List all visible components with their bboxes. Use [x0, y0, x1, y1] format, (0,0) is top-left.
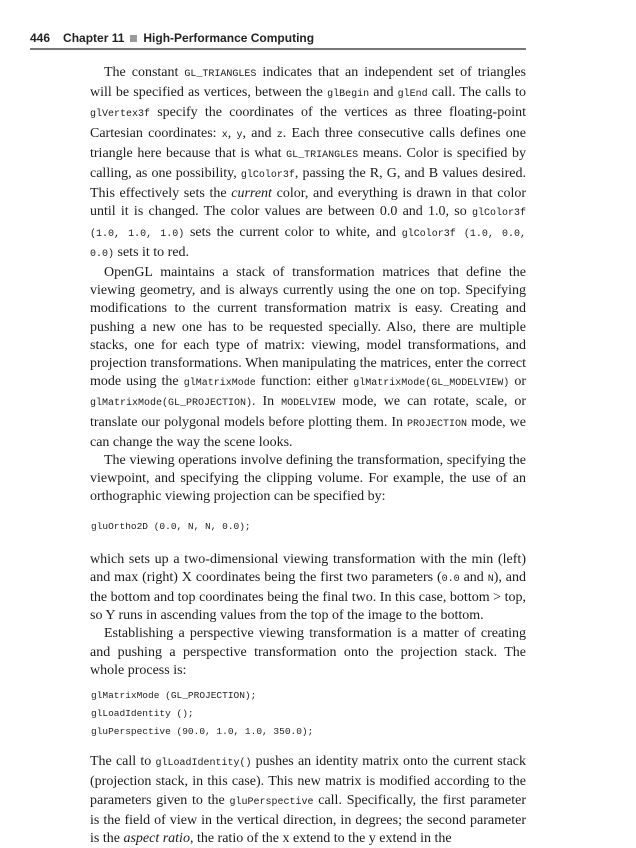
- code-line: gluOrtho2D (0.0, N, N, 0.0);: [91, 520, 251, 532]
- inline-code: PROJECTION: [407, 418, 468, 430]
- inline-code: gluPerspective: [229, 796, 314, 808]
- code-line: glMatrixMode (GL_PROJECTION);: [91, 690, 257, 702]
- body-text: [90, 64, 526, 848]
- inline-code: 0.0: [441, 573, 460, 585]
- emphasis: current: [231, 186, 272, 202]
- code-line: glLoadIdentity ();: [91, 708, 194, 720]
- paragraph-3: The viewing operations involve defining the transformation, specifying the viewpoint, and specifying the clipping volume. For example, the use of an orthographic viewing projection can be specified by:: [90, 453, 526, 505]
- inline-code: glMatrixMode: [183, 378, 256, 390]
- chapter-title: High-Performance Computing: [143, 31, 315, 45]
- inline-code: glEnd: [397, 89, 428, 101]
- code-block-ortho: [90, 518, 526, 536]
- page-number: 446: [30, 31, 51, 45]
- square-bullet-icon: [130, 35, 137, 42]
- paragraph-5: Establishing a perspective viewing transformation is a matter of creating and pushing a perspective transformation onto the projection stack. The whole process is:: [90, 626, 526, 678]
- inline-code: glColor3f: [240, 170, 295, 182]
- paragraph-2: OpenGL maintains a stack of transformation matrices that define the viewing geometry, and is always currently using the one on top. Specifying modifications to the current transformation matrix is easy. Creating and pushing a new one has to be requested specially. Also, there are multiple stacks, one for each type of matrix: viewing, model transformations, and projection transformations. When manipulating the matrices, enter the correct mode using the glMatrixMode function: either glMatrixMode(GL_MODELVIEW) or glMatrixMode(GL_PROJECTION). In MODELVIEW mode, we can rotate, scale, or translate our polygonal models before plotting them. In PROJECTION mode, we can change the way the scene looks.: [90, 265, 527, 450]
- paragraph-4: which sets up a two-dimensional viewing transformation with the min (left) and max (right) X coordinates being the first two parameters (0.0 and N), and the bottom and top coordinates being the final two. In this case, bottom > top, so Y runs in ascending values from the top of the image to the bottom.: [90, 551, 526, 624]
- inline-code: z: [276, 129, 283, 141]
- inline-code: GL_TRIANGLES: [184, 69, 257, 80]
- inline-code: MODELVIEW: [281, 398, 336, 410]
- inline-code: glMatrixMode(GL_PROJECTION): [90, 398, 253, 410]
- paragraph-1: The constant GL_TRIANGLES indicates that an independent set of triangles will be specified as vertices, between the glBegin and glEnd call. The calls to glVertex3f specify the coordinates of the vertices as three floating-point Cartesian coordinates: x, y, and z. Each three consecutive calls defines one triangle here because that is what GL_TRIANGLES means. Color is specified by calling, as one possibility, glColor3f, passing the R, G, and B values desired. This effectively sets the current color, and everything is drawn in that color until it is changed. The color values are between 0.0 and 1.0, so glColor3f (1.0, 1.0, 1.0) sets the current color to white, and glColor3f (1.0, 0.0, 0.0) sets it to red.: [90, 65, 527, 260]
- inline-code: glColor3f (1.0, 1.0, 1.0): [90, 208, 526, 240]
- paragraph-6: The call to glLoadIdentity() pushes an identity matrix onto the current stack (projection stack, in this case). This new matrix is modified according to the parameters given to the gluPerspective call. Specifically, the first parameter is the field of view in the vertical direction, in degrees; the second parameter is the aspect ratio, the ratio of the x extend to the y extend in the: [90, 754, 526, 846]
- header-rule: [30, 48, 526, 50]
- chapter-label: Chapter 11: [63, 31, 125, 45]
- inline-code: glColor3f (1.0, 0.0, 0.0): [90, 228, 526, 260]
- code-block-perspective: [90, 687, 526, 741]
- inline-code: glMatrixMode(GL_MODELVIEW): [353, 378, 510, 390]
- inline-code: x: [221, 129, 228, 141]
- inline-code: glBegin: [327, 89, 370, 101]
- inline-code: glLoadIdentity(): [155, 758, 252, 770]
- inline-code: y: [236, 129, 243, 141]
- running-header: [30, 30, 526, 46]
- inline-code: GL_TRIANGLES: [286, 149, 359, 161]
- inline-code: glVertex3f: [90, 109, 151, 121]
- code-line: gluPerspective (90.0, 1.0, 1.0, 350.0);: [91, 726, 314, 738]
- inline-code: N: [487, 573, 494, 585]
- emphasis: aspect ratio: [123, 830, 190, 846]
